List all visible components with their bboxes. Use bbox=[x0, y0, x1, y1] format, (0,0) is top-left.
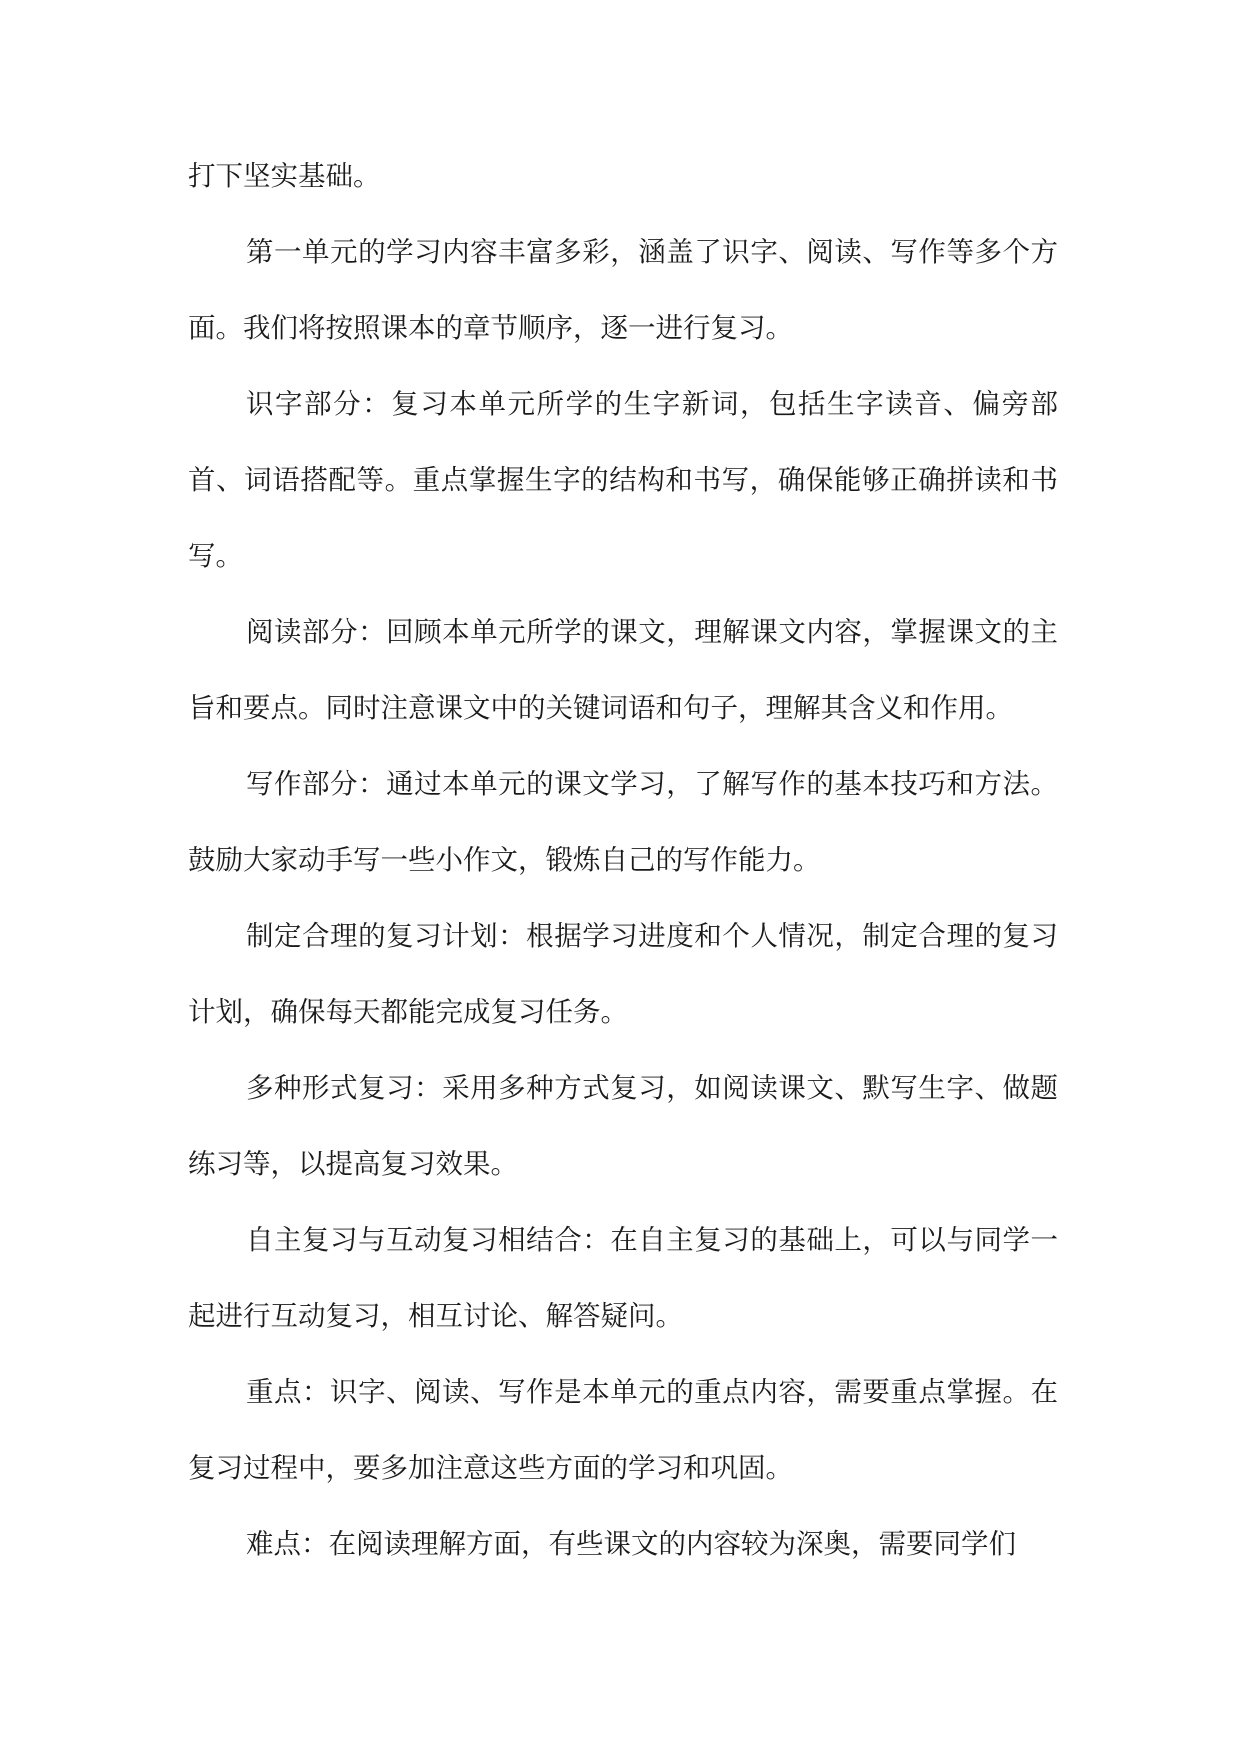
paragraph-continuation: 打下坚实基础。 bbox=[188, 160, 381, 192]
paragraph-key-points: 重点：识字、阅读、写作是本单元的重点内容，需要重点掌握。在复习过程中，要多加注意这些方面的学习和巩固。 bbox=[188, 1376, 1058, 1484]
paragraph-difficulties: 难点：在阅读理解方面，有些课文的内容较为深奥，需要同学们 bbox=[246, 1528, 1016, 1560]
paragraph-literacy: 识字部分：复习本单元所学的生字新词，包括生字读音、偏旁部首、词语搭配等。重点掌握生字的结构和书写，确保能够正确拼读和书写。 bbox=[188, 388, 1058, 572]
paragraph-unit-overview: 第一单元的学习内容丰富多彩，涵盖了识字、阅读、写作等多个方面。我们将按照课本的章节顺序，逐一进行复习。 bbox=[188, 236, 1058, 344]
paragraph-reading: 阅读部分：回顾本单元所学的课文，理解课文内容，掌握课文的主旨和要点。同时注意课文中的关键词语和句子，理解其含义和作用。 bbox=[188, 616, 1058, 724]
paragraph-writing: 写作部分：通过本单元的课文学习，了解写作的基本技巧和方法。鼓励大家动手写一些小作文，锻炼自己的写作能力。 bbox=[188, 768, 1058, 876]
paragraph-review-plan: 制定合理的复习计划：根据学习进度和个人情况，制定合理的复习计划，确保每天都能完成复习任务。 bbox=[188, 920, 1058, 1028]
paragraph-review-forms: 多种形式复习：采用多种方式复习，如阅读课文、默写生字、做题练习等，以提高复习效果。 bbox=[188, 1072, 1058, 1180]
paragraph-self-and-group-review: 自主复习与互动复习相结合：在自主复习的基础上，可以与同学一起进行互动复习，相互讨论、解答疑问。 bbox=[188, 1224, 1058, 1332]
document-body bbox=[188, 138, 1058, 1582]
